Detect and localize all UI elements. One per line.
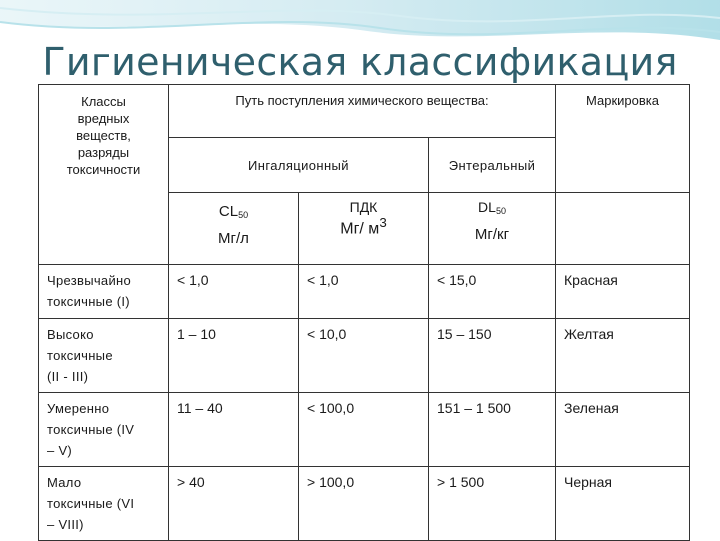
cell-dl50: > 1 500 (429, 467, 556, 541)
cell-cl50: 11 – 40 (169, 393, 299, 467)
cell-pdk: < 1,0 (299, 265, 429, 319)
table-row (39, 319, 690, 393)
cell-dl50: 151 – 1 500 (429, 393, 556, 467)
table-row (39, 467, 690, 541)
row-class-label: Мало токсичные (VI – VIII) (39, 467, 169, 541)
header-enteral: Энтеральный (429, 138, 556, 193)
cell-pdk: < 10,0 (299, 319, 429, 393)
cell-cl50: 1 – 10 (169, 319, 299, 393)
page-title: Гигиеническая классификация (42, 40, 678, 84)
cell-marking: Черная (556, 467, 690, 541)
header-marking: Маркировка (556, 85, 690, 193)
row-class-label: Умеренно токсичные (IV – V) (39, 393, 169, 467)
cell-marking: Зеленая (556, 393, 690, 467)
cell-marking: Желтая (556, 319, 690, 393)
row-class-label: Чрезвычайно токсичные (I) (39, 265, 169, 319)
cell-dl50: 15 – 150 (429, 319, 556, 393)
cell-pdk: > 100,0 (299, 467, 429, 541)
cell-pdk: < 100,0 (299, 393, 429, 467)
table-row (39, 265, 690, 319)
row-class-label: Высоко токсичные (II - III) (39, 319, 169, 393)
header-route: Путь поступления химического вещества: (169, 85, 556, 138)
toxicity-table (38, 84, 690, 541)
cell-cl50: > 40 (169, 467, 299, 541)
cell-marking: Красная (556, 265, 690, 319)
table-row (39, 393, 690, 467)
header-class-column: Классы вредных веществ, разряды токсичности (39, 85, 169, 265)
header-dl50: $DL_{50}$ Мг/кг (429, 193, 556, 265)
header-pdk: ПДК Мг/ $м^3$ (299, 193, 429, 265)
header-cl50: $CL_{50}$ Мг/л (169, 193, 299, 265)
header-inhalation: Ингаляционный (169, 138, 429, 193)
cell-dl50: < 15,0 (429, 265, 556, 319)
cell-cl50: < 1,0 (169, 265, 299, 319)
